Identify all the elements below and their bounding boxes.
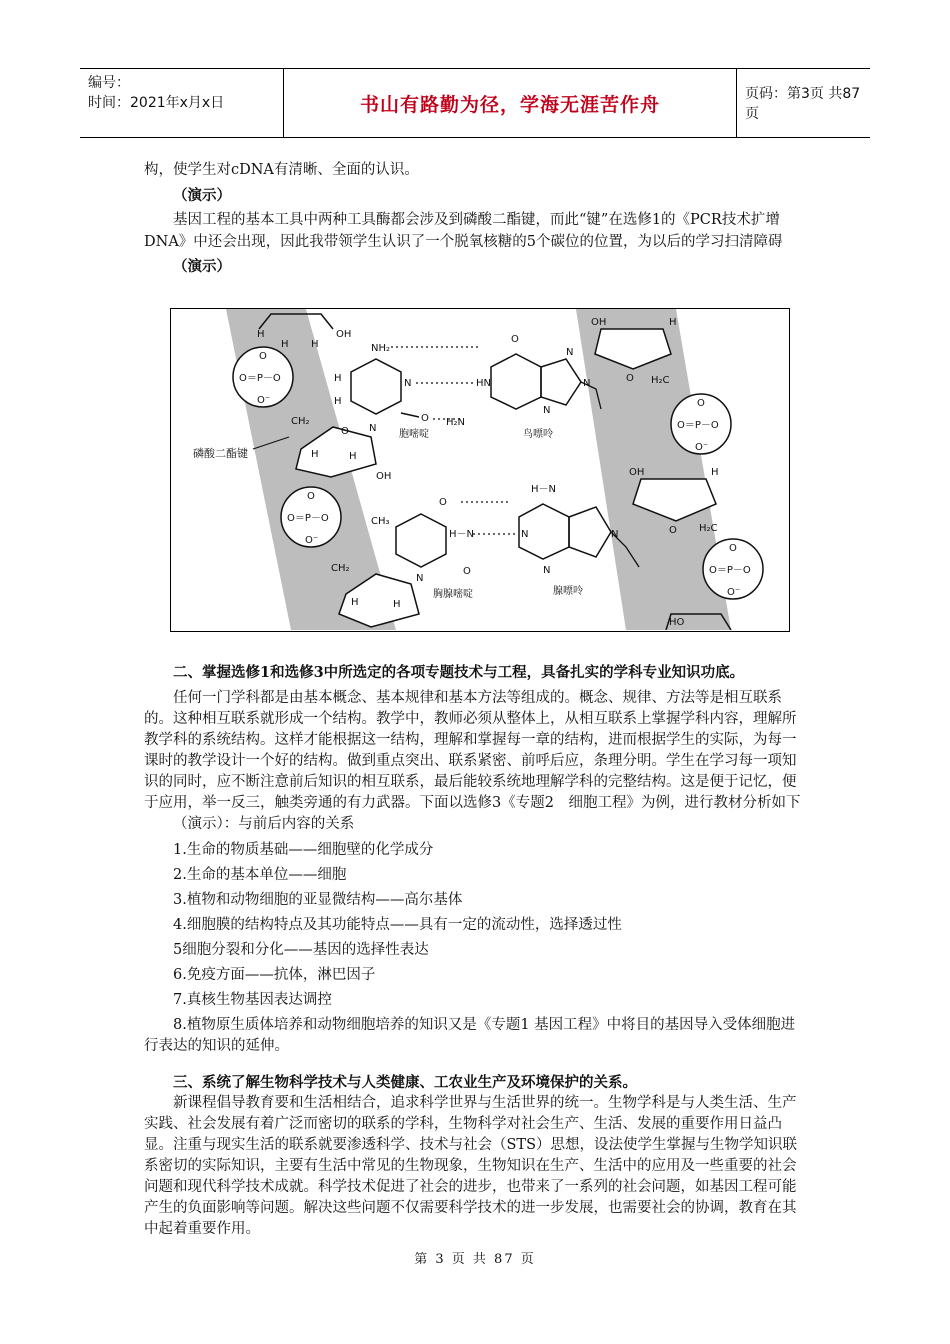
list-item-8: 8.植物原生质体培养和动物细胞培养的知识又是《专题1 基因工程》中将目的基因导入受体细胞进行表达的知识的延伸。 — [144, 1017, 796, 1054]
section-3-paragraph: 新课程倡导教育要和生活相结合，追求科学世界与生活世界的统一。生物学科是与人类生活、生产实践、社会发展有着广泛而密切的联系的学科，生物科学对社会生产、生活、发展的重要作用日益凸显。注重与现实生活的联系就要渗透科学、技术与社会（STS）思想，设法使学生掌握与生物学知识联系密切的实际知识，主要有生活中常见的生物现象，生物知识在生产、生活中的应用及一些重要的社会问题和现代科学技术成就。科学技术促进了社会的进步，也带来了一系列的社会问题，如基因工程可能产生的负面影响等问题。解决这些问题不仅需要科学技术的进一步发展，也需要社会的协调，教育在其中起着重要作用。 — [144, 1095, 798, 1237]
atom-oh: OH — [629, 467, 645, 478]
header-page-cell — [735, 69, 870, 137]
atom-h: H — [334, 373, 342, 384]
demo-label-1: （演示） — [173, 187, 231, 204]
atom-h: H — [334, 396, 342, 407]
list-item: 6.免疫方面——抗体，淋巴因子 — [173, 967, 376, 983]
atom-h2c: H₂C — [699, 523, 718, 534]
section-2-paragraph: 任何一门学科都是由基本概念、基本规律和基本方法等组成的。概念、规律、方法等是相互联系的。这种相互联系就形成一个结构。教学中，教师必须从整体上，从相互联系上掌握学科内容，理解所教学科的系统结构。这样才能根据这一结构，理解和掌握每一章的结构，进而根据学生的实际，为每一课时的教学设计一个好的结构。做到重点突出、联系紧密、前呼后应，条理分明。学生在学习每一项知识的同时，应不断注意前后知识的相互联系，最后能较系统地理解学科的完整结构。这是便于记忆，便于应用，举一反三，触类旁通的有力武器。下面以选修3《专题2 细胞工程》为例，进行教材分析如下 — [144, 690, 801, 811]
atom-h-n: H－N — [531, 484, 556, 495]
section-3 — [144, 1072, 808, 1240]
atom-h: H — [711, 467, 719, 478]
atom-o: O — [439, 497, 447, 508]
topic-relation-list — [144, 838, 808, 1013]
cytosine-label: 胞嘧啶 — [399, 429, 429, 440]
phosphate-row: O＝P－O — [677, 420, 719, 431]
page-footer: 第 3 页 共 87 页 — [414, 1252, 536, 1267]
section-2 — [144, 660, 808, 1057]
atom-h: H — [351, 597, 359, 608]
cytosine-ring — [351, 359, 401, 414]
header-page-label: 页码：第3页 共87页 — [745, 86, 861, 122]
intro-text — [144, 160, 808, 277]
atom-h: H — [311, 449, 319, 460]
atom-o: O — [421, 413, 429, 424]
atom-h: H — [393, 599, 401, 610]
atom-h-n: H－N — [449, 529, 474, 540]
page-header — [80, 68, 870, 138]
atom-h: H — [257, 329, 265, 340]
atom-ch2: CH₂ — [331, 563, 350, 574]
guanine-ring — [491, 354, 541, 409]
atom-h: H — [349, 451, 357, 462]
document-number-label: 编号： — [88, 75, 130, 91]
adenine-label: 腺嘌呤 — [553, 586, 583, 597]
section-2-heading: 二、掌握选修1和选修3中所选定的各项专题技术与工程，具备扎实的学科专业知识功底。 — [173, 664, 745, 681]
dna-structure-diagram — [171, 309, 788, 630]
atom-o: O — [729, 543, 737, 554]
atom-o-minus: O⁻ — [695, 442, 709, 453]
atom-ho: HO — [669, 617, 685, 628]
atom-n: N — [416, 573, 424, 584]
thymine-label: 胸腺嘧啶 — [433, 589, 473, 600]
atom-n: N — [521, 529, 529, 540]
atom-oh: OH — [591, 317, 607, 328]
guanine-imidazole — [541, 359, 581, 405]
atom-h: H — [669, 317, 677, 328]
section-2-demo: （演示）：与前后内容的关系 — [173, 816, 355, 832]
section-3-heading: 三、系统了解生物科学技术与人类健康、工农业生产及环境保护的关系。 — [173, 1074, 637, 1091]
dna-structure-figure — [170, 308, 790, 632]
atom-n: N — [611, 529, 619, 540]
atom-o: O — [341, 426, 349, 437]
atom-n: N — [404, 378, 412, 389]
atom-n: N — [543, 405, 551, 416]
list-item: 7.真核生物基因表达调控 — [173, 992, 332, 1008]
atom-h: H — [281, 339, 289, 350]
header-motto: 书山有路勤为径，学海无涯苦作舟 — [359, 93, 660, 116]
atom-o: O — [511, 334, 519, 345]
intro-paragraph: 基因工程的基本工具中两种工具酶都会涉及到磷酸二酯键，而此“键”在选修1的《PCR技术扩增DNA》中还会出现，因此我带领学生认识了一个脱氧核糖的5个碳位的位置，为以后的学习扫清障碍 — [144, 212, 783, 250]
atom-o: O — [463, 566, 471, 577]
atom-h2n: H₂N — [446, 417, 466, 428]
atom-o: O — [259, 351, 267, 362]
atom-ch3: CH₃ — [371, 516, 390, 527]
phosphate-row: O＝P－O — [239, 373, 281, 384]
list-item: 4.细胞膜的结构特点及其功能特点——具有一定的流动性，选择透过性 — [173, 917, 622, 933]
list-item: 3.植物和动物细胞的亚显微结构——高尔基体 — [173, 892, 463, 908]
intro-line: 构，使学生对cDNA有清晰、全面的认识。 — [144, 162, 419, 178]
atom-oh: OH — [376, 471, 392, 482]
document-date-label: 时间：2021年x月x日 — [88, 95, 225, 111]
atom-nh2: NH₂ — [371, 343, 391, 354]
atom-o-minus: O⁻ — [257, 395, 271, 406]
atom-o-minus: O⁻ — [305, 535, 319, 546]
atom-h2c: H₂C — [651, 375, 670, 386]
header-meta — [80, 69, 283, 137]
header-motto-cell — [283, 69, 737, 137]
list-item: 2.生命的基本单位——细胞 — [173, 867, 347, 883]
phosphate-row: O＝P－O — [709, 565, 751, 576]
atom-n: N — [369, 423, 377, 434]
atom-oh: OH — [336, 329, 352, 340]
demo-label-2: （演示） — [173, 258, 231, 275]
atom-o: O — [697, 398, 705, 409]
atom-o: O — [669, 525, 677, 536]
atom-n: N — [543, 565, 551, 576]
phosphodiester-label: 磷酸二酯键 — [193, 447, 248, 460]
list-item: 5细胞分裂和分化——基因的选择性表达 — [173, 942, 429, 958]
phosphate-row: O＝P－O — [287, 513, 329, 524]
thymine-ring — [396, 514, 446, 567]
atom-o-minus: O⁻ — [727, 587, 741, 598]
atom-n: N — [566, 347, 574, 358]
atom-o: O — [626, 373, 634, 384]
atom-n: N — [583, 378, 591, 389]
list-item: 1.生命的物质基础——细胞壁的化学成分 — [173, 842, 434, 858]
adenine-imidazole — [569, 507, 611, 557]
guanine-label: 鸟嘌呤 — [523, 429, 553, 440]
atom-ch2: CH₂ — [291, 416, 310, 427]
atom-hn: HN — [476, 378, 491, 389]
atom-h: H — [311, 339, 319, 350]
atom-o: O — [307, 491, 315, 502]
